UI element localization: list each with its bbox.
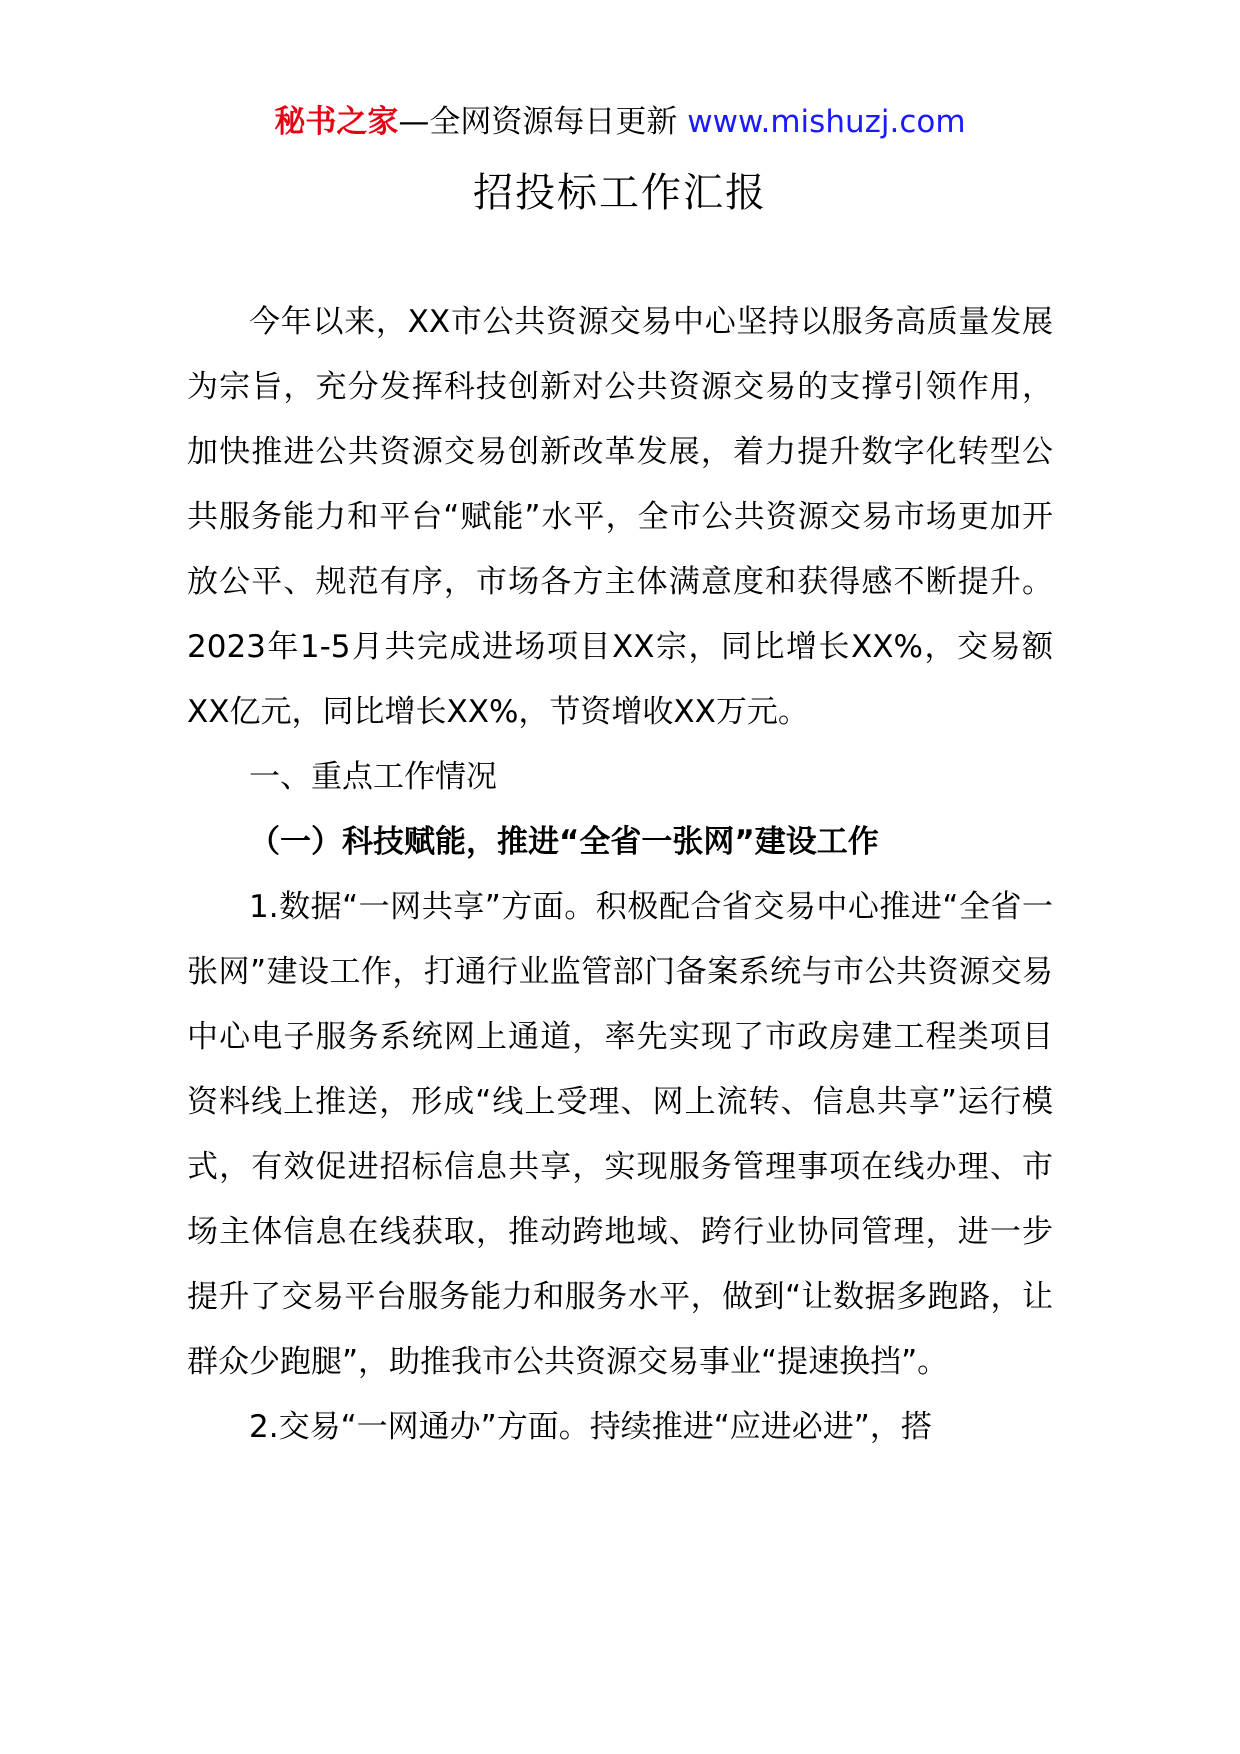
site-header [0,100,1240,144]
intro-paragraph: 今年以来，XX市公共资源交易中心坚持以服务高质量发展为宗旨，充分发挥科技创新对公共资源交易的支撑引领作用，加快推进公共资源交易创新改革发展，着力提升数字化转型公共服务能力和平台“赋能”水平，全市公共资源交易市场更加开放公平、规范有序，市场各方主体满意度和获得感不断提升。2023年1-5月共完成进场项目XX宗，同比增长XX%，交易额XX亿元，同比增长XX%，节资增收XX万元。 [187,304,1053,730]
body-paragraph: 1.数据“一网共享”方面。积极配合省交易中心推进“全省一张网”建设工作，打通行业监管部门备案系统与市公共资源交易中心电子服务系统网上通道，率先实现了市政房建工程类项目资料线上推送，形成“线上受理、网上流转、信息共享”运行模式，有效促进招标信息共享，实现服务管理事项在线办理、市场主体信息在线获取，推动跨地域、跨行业协同管理，进一步提升了交易平台服务能力和服务水平，做到“让数据多跑路，让群众少跑腿”，助推我市公共资源交易事业“提速换挡”。 [187,889,1053,1380]
document-title: 招投标工作汇报 [473,170,767,216]
header-tagline: —全网资源每日更新 [398,104,678,140]
site-url-link[interactable]: www.mishuzj.com [687,104,966,140]
subsection-heading: （一）科技赋能，推进“全省一张网”建设工作 [249,824,879,860]
body-paragraph: 2.交易“一网通办”方面。持续推进“应进必进”，搭 [249,1409,932,1445]
section-heading: 一、重点工作情况 [249,759,497,795]
document-body [187,290,1053,1460]
brand-name: 秘书之家 [274,104,399,140]
